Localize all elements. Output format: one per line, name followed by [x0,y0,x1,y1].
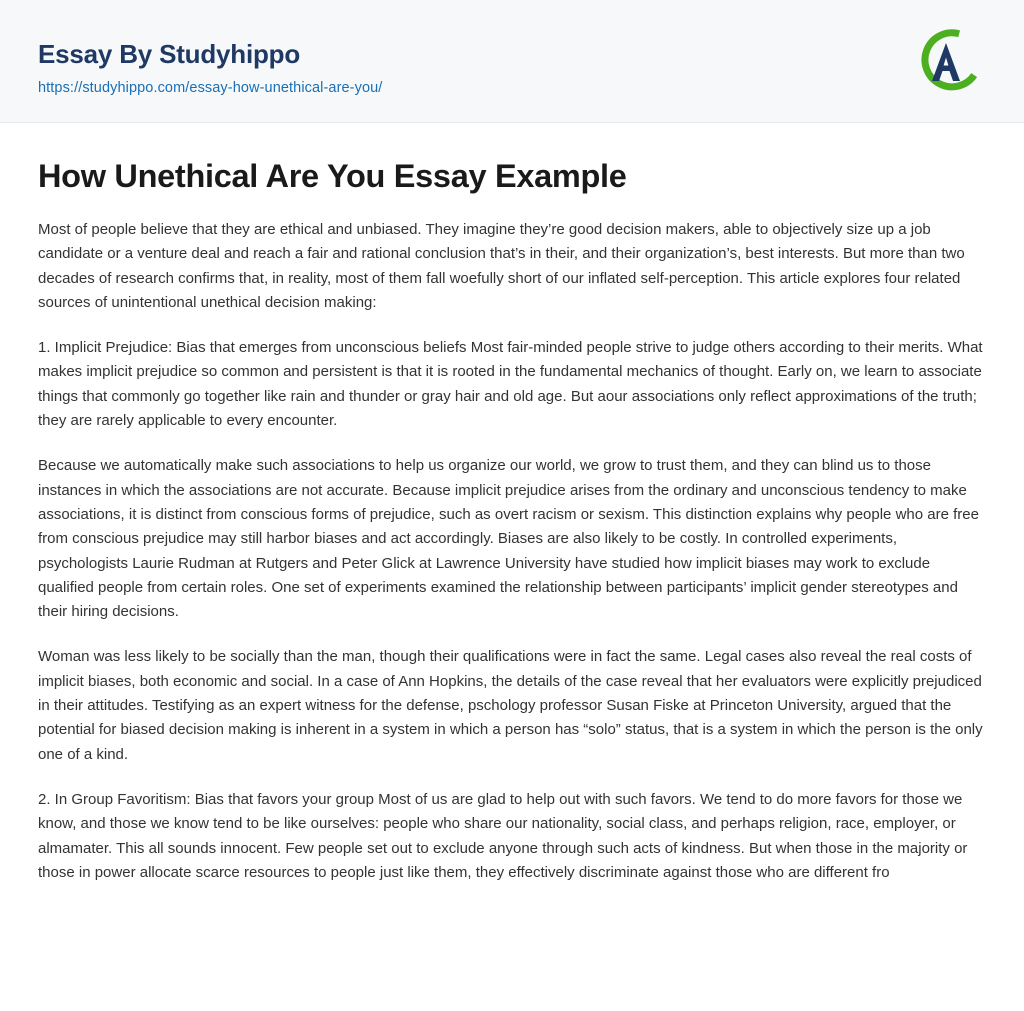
article-paragraph: 1. Implicit Prejudice: Bias that emerges from unconscious beliefs Most fair-minded people strive to judge others according to their merits. What makes implicit prejudice so common and persistent is that it is rooted in the fundamental mechanics of thought. Early on, we learn to associate things that commonly go together like rain and thunder or gray hair and old age. But aour associations only reflect approximations of the truth; they are rarely applicable to every encounter. [38,339,983,430]
article-body [38,218,984,885]
brand-block [38,40,382,96]
article [0,123,1024,885]
page-title: How Unethical Are You Essay Example [38,158,627,194]
article-paragraph: Because we automatically make such associations to help us organize our world, we grow to trust them, and they can blind us to those instances in which the associations are not accurate. Because implicit prejudice arises from the ordinary and unconscious tendency to make associations, it is distinct from conscious forms of prejudice, such as overt racism or sexism. This distinction explains why people who are free from conscious prejudice may still harbor biases and act accordingly. Biases are also likely to be costly. In controlled experiments, psychologists Laurie Rudman at Rutgers and Peter Glick at Lawrence University have studied how implicit biases may work to exclude qualified people from certain roles. One set of experiments examined the relationship between participants’ implicit gender stereotypes and their hiring decisions. [38,457,979,621]
site-url[interactable]: https://studyhippo.com/essay-how-unethical-are-you/ [38,79,383,96]
content-fade-overlay [0,965,1024,1011]
article-paragraph: 2. In Group Favoritism: Bias that favors your group Most of us are glad to help out with such favors. We tend to do more favors for those we know, and those we know tend to be like ourselves: people who share our nationality, social class, and perhaps religion, race, employer, or almamater. This all sounds innocent. Few people set out to exclude anyone through such acts of kindness. But when those in the majority or those in power allocate scarce resources to people just like them, they effectively discriminate against those who are different fro [38,790,968,881]
article-paragraph: Woman was less likely to be socially than the man, though their qualifications were in fact the same. Legal cases also reveal the real costs of implicit biases, both economic and social. In a case of Ann Hopkins, the details of the case reveal that her evaluators were explicitly prejudiced in their attitudes. Testifying as an expert witness for the defense, pschology professor Susan Fiske at Princeton University, argued that the potential for biased decision making is inherent in a system in which a person has “solo” status, that is a system in which the person is the only one of a kind. [38,648,983,763]
letter-a-circle-logo [910,26,982,98]
article-paragraph: Most of people believe that they are ethical and unbiased. They imagine they’re good decision makers, able to objectively size up a job candidate or a venture deal and reach a fair and rational conclusion that’s in their, and their organization’s, best interests. But more than two decades of research confirms that, in reality, most of them fall woefully short of our inflated self-perception. This article explores four related sources of unintentional unethical decision making: [38,221,965,311]
site-header [0,0,1024,123]
site-brand-title: Essay By Studyhippo [38,39,301,69]
